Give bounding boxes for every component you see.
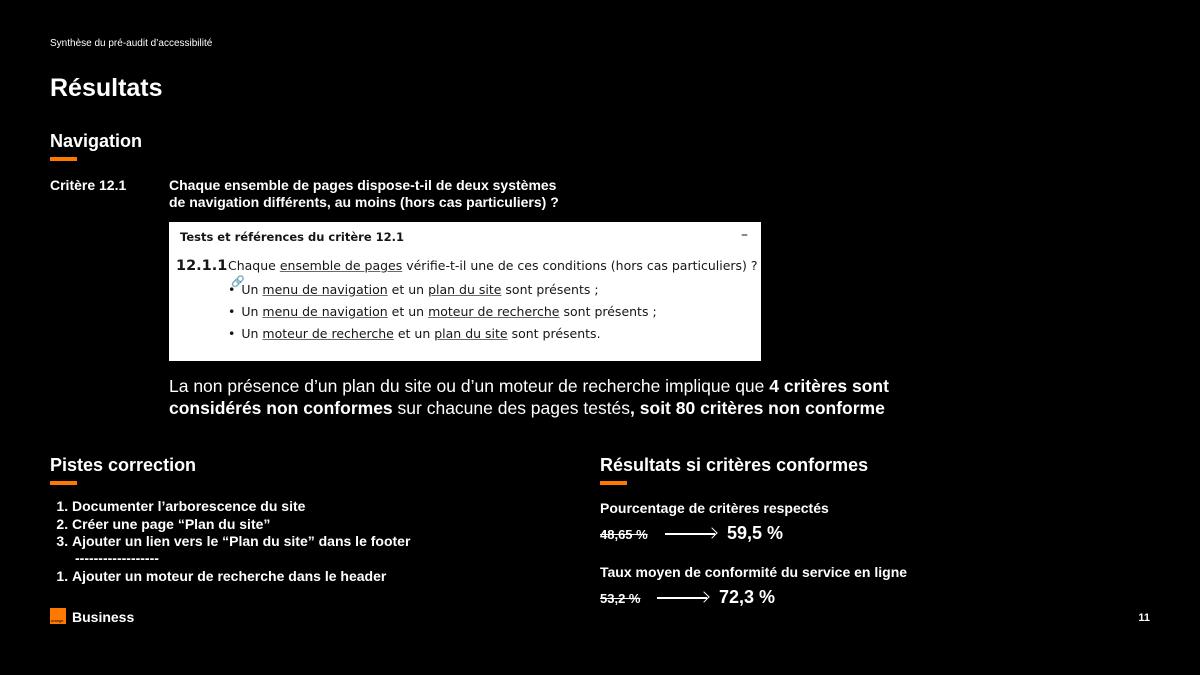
orange-logo: orange (50, 608, 66, 624)
list-item: • Un moteur de recherche et un plan du site sont présents. (228, 324, 657, 346)
page-title: Résultats (50, 74, 163, 102)
page-number: 11 (1138, 612, 1150, 624)
corrections-list (50, 498, 410, 551)
metric-old-value: 48,65 % (600, 527, 648, 542)
list-item: • Un menu de navigation et un moteur de recherche sont présents ; (228, 302, 657, 324)
glossary-link[interactable]: menu de navigation (262, 304, 388, 319)
right-arrow-icon (657, 597, 707, 599)
glossary-link[interactable]: plan du site (434, 326, 508, 341)
glossary-link[interactable]: moteur de recherche (262, 326, 394, 341)
glossary-link[interactable]: moteur de recherche (428, 304, 560, 319)
deck-subtitle: Synthèse du pré-audit d’accessibilité (50, 38, 213, 49)
list-item: 1. Ajouter un moteur de recherche dans le header (72, 568, 386, 586)
list-item: 2. Créer une page “Plan du site” (72, 516, 410, 534)
glossary-link[interactable]: menu de navigation (262, 282, 388, 297)
results-accent-bar (600, 481, 627, 485)
summary-paragraph: La non présence d’un plan du site ou d’un moteur de recherche implique que 4 critères sont considérés non conformes sur chacune des pages testés, soit 80 critères non conforme (169, 376, 889, 418)
list-separator: ------------------ (75, 550, 159, 566)
test-conditions-list (228, 280, 657, 346)
list-item: 1. Documenter l’arborescence du site (72, 498, 410, 516)
criterion-question-line2: de navigation différents, au moins (hors cas particuliers) ? (169, 194, 559, 210)
metric-new-value: 72,3 % (719, 587, 776, 607)
test-number: 12.1.1 (176, 258, 228, 274)
navigation-section-title: Navigation (50, 131, 143, 151)
link-icon[interactable]: 🔗 (231, 275, 245, 288)
list-item: • Un menu de navigation et un plan du site sont présents ; (228, 280, 657, 302)
criterion-reference-panel (169, 222, 761, 361)
criterion-question-line1: Chaque ensemble de pages dispose-t-il de deux systèmes (169, 177, 557, 193)
right-arrow-icon (665, 533, 715, 535)
brand-name: Business (72, 609, 135, 625)
navigation-accent-bar (50, 157, 77, 161)
test-question-text: Chaque (228, 258, 280, 273)
list-item: 3. Ajouter un lien vers le “Plan du site” dans le footer (72, 533, 410, 551)
reference-panel-heading: Tests et références du critère 12.1 (180, 230, 405, 244)
metric-new-value: 59,5 % (727, 523, 784, 543)
corrections-section-title: Pistes correction (50, 455, 197, 475)
criterion-label: Critère 12.1 (50, 177, 127, 193)
glossary-link-ensemble-de-pages[interactable]: ensemble de pages (279, 258, 403, 273)
glossary-link[interactable]: plan du site (428, 282, 502, 297)
results-section-title: Résultats si critères conformes (600, 455, 869, 475)
corrections-extra-list (50, 568, 386, 586)
metric-old-value: 53,2 % (600, 591, 641, 606)
metric-label: Pourcentage de critères respectés (600, 500, 829, 516)
corrections-accent-bar (50, 481, 77, 485)
metric-label: Taux moyen de conformité du service en ligne (600, 564, 908, 580)
criterion-question (169, 177, 619, 211)
test-question-text: vérifie-t-il une de ces conditions (hors cas particuliers) ? (402, 258, 758, 273)
collapse-button[interactable]: – (741, 227, 748, 243)
